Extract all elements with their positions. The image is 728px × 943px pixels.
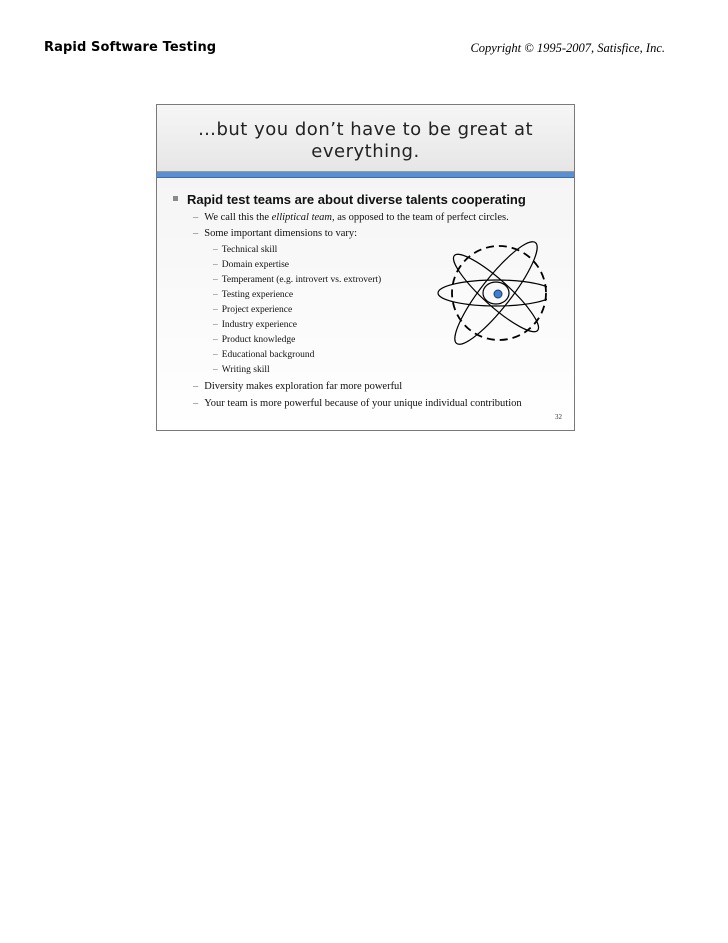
dash-bullet-icon: –: [213, 305, 218, 315]
sub-bullet-text: Diversity makes exploration far more powerful: [204, 381, 403, 392]
dimension-text: Writing skill: [221, 365, 270, 375]
dash-bullet-icon: –: [213, 260, 218, 270]
slide-title-line1: …but you don’t have to be great at: [197, 119, 534, 140]
slide-page-number: 32: [555, 413, 562, 421]
slide-title-bar: [157, 105, 574, 171]
title-accent-bar-edge: [157, 177, 574, 178]
dimension-text: Educational background: [221, 350, 315, 360]
dash-bullet-icon: –: [193, 228, 199, 239]
sub-bullet-text-italic: elliptical team,: [271, 212, 335, 223]
dash-bullet-icon: –: [213, 320, 218, 330]
dimension-text: Testing experience: [221, 290, 294, 300]
dimension-text: Project experience: [221, 305, 293, 315]
dash-bullet-icon: –: [213, 290, 218, 300]
dimension-item: [213, 245, 277, 255]
dash-bullet-icon: –: [193, 212, 199, 223]
main-bullet-text: Rapid test teams are about diverse talents cooperating: [187, 192, 526, 207]
sub-bullet-text-after: as opposed to the team of perfect circles.: [334, 212, 509, 223]
document-header-title: Rapid Software Testing: [44, 40, 217, 55]
ellipse-horizontal: [438, 280, 547, 306]
sub-bullet-team-power: [193, 398, 522, 409]
dash-bullet-icon: –: [213, 275, 218, 285]
sub-bullet-dimensions: [193, 228, 357, 239]
sub-bullet-text: Your team is more powerful because of your unique individual contribution: [204, 398, 522, 409]
dimension-text: Product knowledge: [221, 335, 296, 345]
dimension-text: Domain expertise: [221, 260, 290, 270]
dimension-item: [213, 290, 293, 300]
slide-title: [157, 119, 574, 163]
dash-bullet-icon: –: [193, 398, 199, 409]
dimension-item: [213, 335, 295, 345]
sub-bullet-elliptical-team: [193, 212, 509, 223]
nucleus-dot: [494, 290, 502, 298]
dash-bullet-icon: –: [213, 365, 218, 375]
dimension-text: Technical skill: [221, 245, 278, 255]
slide-title-line2: everything.: [311, 141, 420, 162]
dimension-text: Industry experience: [221, 320, 297, 330]
dash-bullet-icon: –: [193, 381, 199, 392]
sub-bullet-diversity: [193, 381, 402, 392]
sub-bullet-text-before: We call this the: [204, 212, 272, 223]
dash-bullet-icon: –: [213, 245, 218, 255]
main-bullet: [173, 192, 526, 207]
dimension-item: [213, 305, 292, 315]
dimension-item: [213, 350, 314, 360]
document-copyright: Copyright © 1995-2007, Satisfice, Inc.: [470, 41, 665, 55]
dash-bullet-icon: –: [213, 335, 218, 345]
sub-bullet-text: Some important dimensions to vary:: [204, 228, 358, 239]
dash-bullet-icon: –: [213, 350, 218, 360]
dimension-item: [213, 365, 270, 375]
square-bullet-icon: [173, 196, 178, 201]
elliptical-team-diagram: [437, 235, 547, 350]
dimension-item: [213, 275, 381, 285]
slide: [156, 104, 575, 431]
dimension-item: [213, 260, 289, 270]
dimension-text: Temperament (e.g. introvert vs. extrovert): [221, 275, 382, 285]
dimension-item: [213, 320, 297, 330]
